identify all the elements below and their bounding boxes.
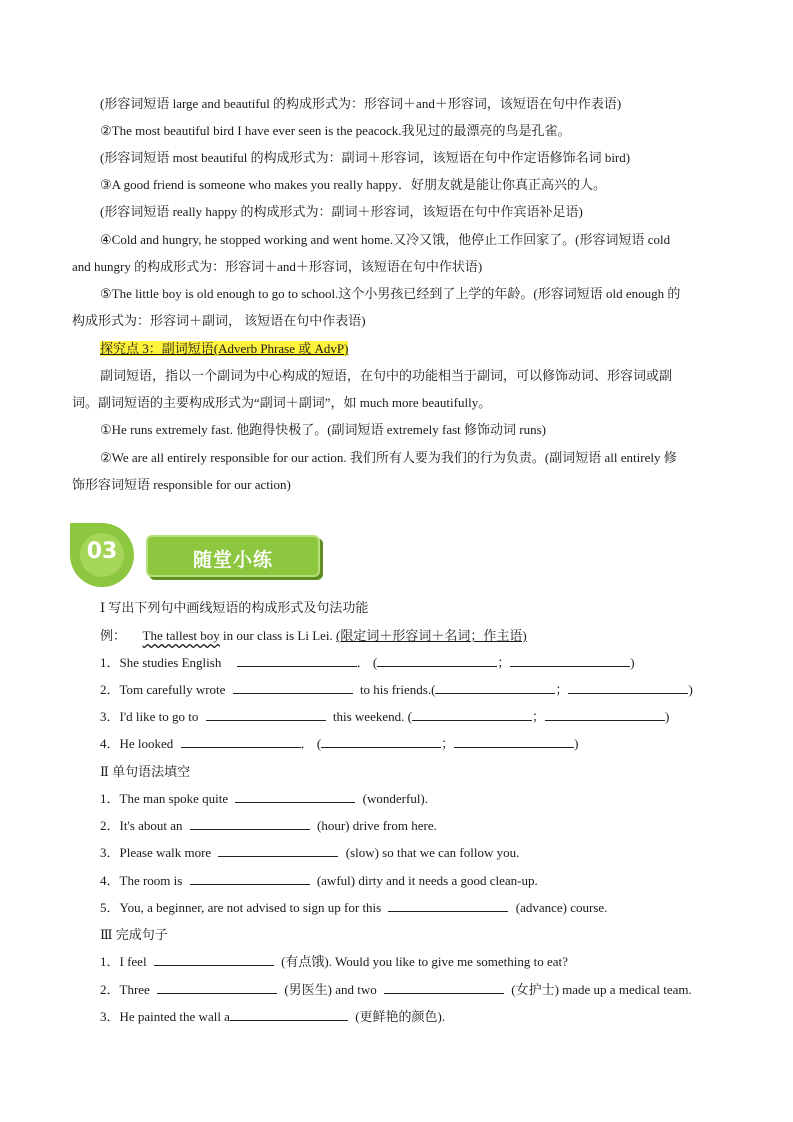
text-line: 构成形式为：形容词＋副词， 该短语在句中作表语): [72, 313, 366, 328]
subsection-heading-text: 探究点 3：副词短语(Adverb Phrase 或 AdvP): [100, 341, 349, 356]
period: ．: [356, 655, 370, 670]
question-hint: (男医生) and two: [284, 982, 377, 997]
answer-blank[interactable]: [230, 1008, 348, 1021]
answer-blank[interactable]: [181, 735, 301, 748]
question-row: [100, 708, 669, 726]
example-sentence-rest: in our class is Li Lei.: [219, 628, 333, 643]
answer-blank[interactable]: [237, 654, 357, 667]
answer-blank[interactable]: [206, 708, 326, 721]
open-paren: (: [316, 736, 322, 751]
question-text: 1．The man spoke quite: [100, 791, 229, 806]
semicolon: ；: [441, 736, 455, 751]
example-answer: (限定词＋形容词＋名词；作主语): [336, 628, 527, 643]
question-row: [100, 872, 538, 890]
question-hint: (awful) dirty and it needs a good clean-up.: [316, 873, 538, 888]
text-line: ③A good friend is someone who makes you really happy．好朋友就是能让你真正高兴的人。: [100, 177, 606, 192]
semicolon: ；: [497, 655, 511, 670]
open-paren: (: [372, 655, 378, 670]
section-title: 随堂小练: [192, 549, 273, 571]
question-row: [100, 790, 428, 808]
section-header: [68, 523, 328, 589]
period: ．: [300, 736, 314, 751]
question-text: 2．Three: [100, 982, 150, 997]
question-text: 5．You, a beginner, are not advised to sign up for this: [100, 900, 382, 915]
question-row: [100, 899, 607, 917]
example-line: 饰形容词短语 responsible for our action): [72, 477, 291, 492]
question-text: this weekend.: [332, 709, 405, 724]
semicolon: ；: [555, 682, 569, 697]
answer-blank[interactable]: [235, 790, 355, 803]
question-row: [100, 953, 568, 971]
question-row: [100, 654, 635, 672]
answer-blank[interactable]: [377, 654, 497, 667]
open-paren: (: [431, 682, 436, 697]
answer-blank[interactable]: [412, 708, 532, 721]
question-hint: (女护士) made up a medical team.: [511, 982, 692, 997]
question-hint: (advance) course.: [515, 900, 608, 915]
part-title: Ⅲ 完成句子: [100, 927, 168, 942]
question-hint: (slow) so that we can follow you.: [345, 845, 520, 860]
example-row: [100, 627, 527, 645]
text-line: (形容词短语 large and beautiful 的构成形式为：形容词＋and＋形容词，该短语在句中作表语): [100, 96, 622, 111]
semicolon: ；: [531, 709, 545, 724]
part-title: Ⅰ 写出下列句中画线短语的构成形式及句法功能: [100, 600, 369, 615]
answer-blank[interactable]: [218, 844, 338, 857]
answer-blank[interactable]: [454, 735, 574, 748]
question-text: 3．Please walk more: [100, 845, 212, 860]
question-row: [100, 844, 519, 862]
question-row: [100, 817, 437, 835]
answer-blank[interactable]: [568, 681, 688, 694]
answer-blank[interactable]: [384, 981, 504, 994]
answer-blank[interactable]: [157, 981, 277, 994]
question-text: 4．He looked: [100, 736, 174, 751]
text-line: ④Cold and hungry, he stopped working and went home.又冷又饿，他停止工作回家了。(形容词短语 cold: [100, 232, 671, 247]
answer-blank[interactable]: [435, 681, 555, 694]
subsection-heading: [100, 340, 348, 358]
question-text: 1．I feel: [100, 954, 147, 969]
question-hint: (有点饿). Would you like to give me something to eat?: [281, 954, 568, 969]
open-paren: (: [407, 709, 412, 724]
part-title: Ⅱ 单句语法填空: [100, 764, 191, 779]
answer-blank[interactable]: [154, 953, 274, 966]
answer-blank[interactable]: [388, 899, 508, 912]
question-row: [100, 735, 579, 753]
example-line: ①He runs extremely fast. 他跑得快极了。(副词短语 extremely fast 修饰动词 runs): [100, 422, 546, 437]
section-title-box: [146, 535, 320, 577]
question-text: 4．The room is: [100, 873, 183, 888]
question-text: to his friends.: [359, 682, 432, 697]
answer-blank[interactable]: [190, 872, 310, 885]
answer-blank[interactable]: [190, 817, 310, 830]
paragraph-line: 词。副词短语的主要构成形式为“副词＋副词”，如 much more beautifully。: [72, 395, 492, 410]
question-text: 2．Tom carefully wrote: [100, 682, 226, 697]
answer-blank[interactable]: [510, 654, 630, 667]
example-underlined-phrase: The tallest boy: [142, 628, 220, 643]
question-row: [100, 1008, 445, 1026]
answer-blank[interactable]: [233, 681, 353, 694]
question-text: 3．I'd like to go to: [100, 709, 199, 724]
question-text: 2．It's about an: [100, 818, 183, 833]
text-line: ⑤The little boy is old enough to go to school.这个小男孩已经到了上学的年龄。(形容词短语 old enough 的: [100, 286, 681, 301]
close-paren: ): [630, 655, 635, 670]
question-row: [100, 681, 693, 699]
question-row: [100, 981, 692, 999]
example-prefix: 例：: [100, 628, 127, 643]
example-line: ②We are all entirely responsible for our action. 我们所有人要为我们的行为负责。(副词短语 all entirely 修: [100, 450, 677, 465]
text-line: (形容词短语 really happy 的构成形式为：副词＋形容词，该短语在句中作宾语补足语): [100, 204, 583, 219]
question-hint: (hour) drive from here.: [317, 818, 437, 833]
question-text: 1．She studies English: [100, 655, 222, 670]
question-hint: (wonderful).: [362, 791, 429, 806]
text-line: and hungry 的构成形式为：形容词＋and＋形容词，该短语在句中作状语): [72, 259, 483, 274]
text-line: (形容词短语 most beautiful 的构成形式为：副词＋形容词，该短语在句中作定语修饰名词 bird): [100, 150, 631, 165]
close-paren: ): [688, 682, 693, 697]
close-paren: ): [664, 709, 670, 724]
section-number: 03: [86, 539, 118, 564]
paragraph-line: 副词短语，指以一个副词为中心构成的短语，在句中的功能相当于副词，可以修饰动词、形容词或副: [100, 368, 673, 383]
text-line: ②The most beautiful bird I have ever seen is the peacock.我见过的最漂亮的鸟是孔雀。: [100, 123, 571, 138]
answer-blank[interactable]: [545, 708, 665, 721]
close-paren: ): [574, 736, 579, 751]
answer-blank[interactable]: [321, 735, 441, 748]
question-text: 3．He painted the wall a: [100, 1009, 230, 1024]
question-hint: (更鲜艳的颜色).: [355, 1009, 446, 1024]
